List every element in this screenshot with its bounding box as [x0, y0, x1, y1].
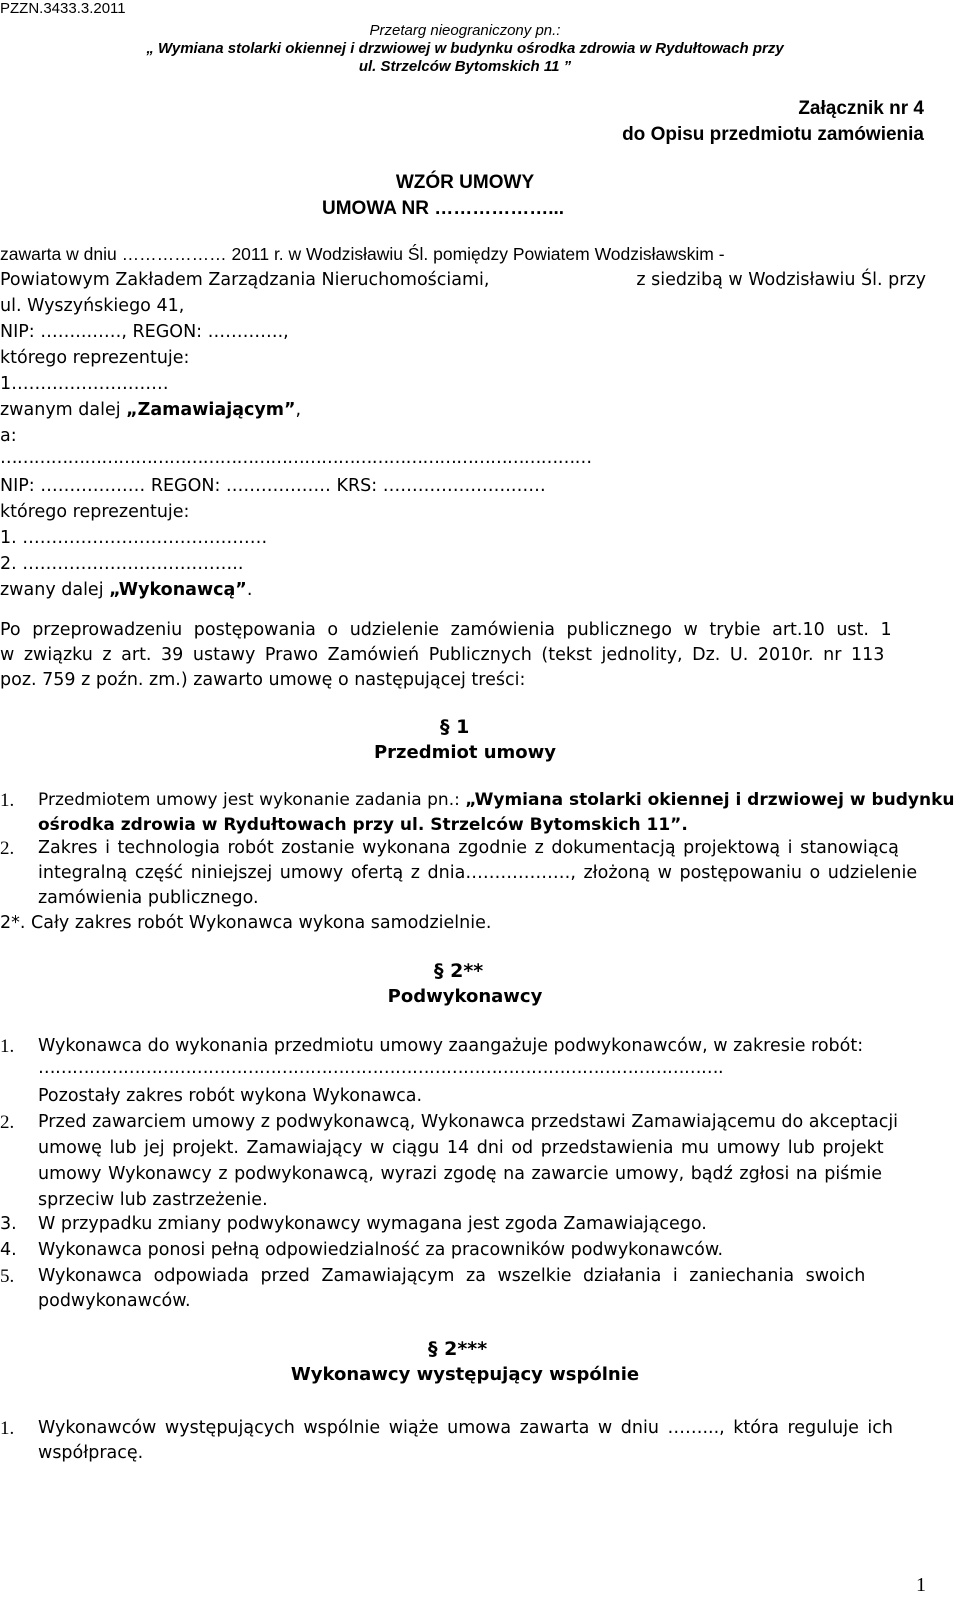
s2-item2-line4: sprzeciw lub zastrzeżenie.	[38, 1190, 268, 1210]
called2-suffix: .	[246, 580, 253, 600]
s2-item5-number: 5.	[0, 1266, 15, 1287]
contractor-blank: ……………………………………………………………………………………………	[0, 448, 592, 468]
s1-item1-text: Przedmiotem umowy jest wykonanie zadania pn.:	[38, 790, 466, 810]
called-zamawiajacy	[0, 400, 301, 420]
s1-item1-title-b: ośrodka zdrowia w Rydułtowach przy ul. Strzelców Bytomskich 11”.	[38, 815, 688, 835]
contract-intro-line2	[0, 270, 926, 290]
wykonawca-name: „Wykonawcą”	[109, 580, 247, 600]
s1-item2-line2: integralną część niniejszej umowy ofertą z dnia………………, złożoną w postępowaniu o udzielenie	[38, 863, 918, 883]
s2-item1-line3: Pozostały zakres robót wykona Wykonawca.	[38, 1086, 423, 1106]
zarzad-name: Powiatowym Zakładem Zarządzania Nieruchomościami,	[0, 270, 490, 290]
contract-number: UMOWA NR ………………...	[322, 198, 565, 219]
s1-item1-number: 1.	[0, 790, 15, 811]
s2-item4-text: Wykonawca ponosi pełną odpowiedzialność za pracowników podwykonawców.	[38, 1240, 724, 1260]
contract-intro-line1: zawarta w dniu ……………… 2011 r. w Wodzisławiu Śl. pomiędzy Powiatem Wodzisławskim -	[0, 244, 725, 264]
section2-title: Podwykonawcy	[387, 986, 543, 1007]
section3-number: § 2***	[428, 1338, 488, 1360]
s2-item5-line2: podwykonawców.	[38, 1291, 191, 1311]
s2-item2-number: 2.	[0, 1112, 15, 1133]
called-prefix: zwanym dalej	[0, 400, 127, 420]
attachment-number: Załącznik nr 4	[798, 98, 924, 119]
s2-item4-number: 4.	[0, 1240, 17, 1260]
tender-type: Przetarg nieograniczony pn.:	[369, 22, 561, 39]
representative-1-1: 1………………………	[0, 374, 169, 394]
section1-title: Przedmiot umowy	[373, 742, 557, 763]
s3-item1-number: 1.	[0, 1418, 15, 1439]
called-wykonawca	[0, 580, 252, 600]
s2-item2-line1: Przed zawarciem umowy z podwykonawcą, Wykonawca przedstawi Zamawiającemu do akceptacji	[38, 1112, 899, 1132]
s2-item3-text: W przypadku zmiany podwykonawcy wymagana jest zgoda Zamawiającego.	[38, 1214, 707, 1234]
called-suffix: ,	[295, 400, 302, 420]
s2-item2-line2: umowę lub jej projekt. Zamawiający w ciągu 14 dni od przedstawienia mu umowy lub projekt	[38, 1138, 884, 1158]
s2-item1-line2: ………………………………………………………………………………………………………….	[38, 1058, 724, 1078]
s1-item1-title-a: „Wymiana stolarki okiennej i drzwiowej w budynku	[465, 790, 955, 810]
s1-item2b: 2*. Cały zakres robót Wykonawca wykona samodzielnie.	[0, 913, 492, 933]
s3-item1-line2: współpracę.	[38, 1443, 144, 1463]
s1-item2-number: 2.	[0, 838, 15, 859]
section3-title: Wykonawcy występujący wspólnie	[290, 1364, 640, 1385]
preamble-line1: Po przeprowadzeniu postępowania o udzielenie zamówienia publicznego w trybie art.10 ust. 1	[0, 620, 892, 640]
represented-by-label-1: którego reprezentuje:	[0, 348, 190, 368]
section1-number: § 1	[440, 716, 470, 738]
contractor-nip-regon-krs: NIP: ……………… REGON: ……………… KRS: ………………….……	[0, 476, 546, 496]
document-title: WZÓR UMOWY	[395, 172, 535, 193]
s2-item2-line3: umowy Wykonawcy z podwykonawcą, wyrazi zgodę na zawarcie umowy, bądź zgłosi na piśmie	[38, 1164, 883, 1184]
page-number: 1	[916, 1574, 926, 1596]
zamawiajacy-name: „Zamawiającym”	[126, 400, 296, 420]
zarzad-address: ul. Wyszyńskiego 41,	[0, 296, 185, 316]
reference-number: PZZN.3433.3.2011	[0, 0, 126, 17]
s3-item1-line1: Wykonawców występujących wspólnie wiąże umowa zawarta w dniu ……..., która reguluje ich	[38, 1418, 893, 1438]
representative-2-2: 2. ………………………………..	[0, 554, 244, 574]
section2-number: § 2**	[434, 960, 484, 982]
zarzad-nip-regon: NIP: ……..……, REGON: ………….,	[0, 322, 289, 342]
representative-2-1: 1. ……………………………………	[0, 528, 268, 548]
s1-item2-line1: Zakres i technologia robót zostanie wykonana zgodnie z dokumentacją projektową i stanowiącą	[38, 838, 899, 858]
and-label: a:	[0, 426, 17, 446]
tender-title-line1: „ Wymiana stolarki okiennej i drzwiowej w budynku ośrodka zdrowia w Rydułtowach przy	[146, 40, 784, 57]
s2-item1-number: 1.	[0, 1036, 15, 1057]
tender-title-line2: ul. Strzelców Bytomskich 11 ”	[358, 58, 572, 75]
s1-item2-line3: zamówienia publicznego.	[38, 888, 259, 908]
called2-prefix: zwany dalej	[0, 580, 110, 600]
s2-item1-line1: Wykonawca do wykonania przedmiotu umowy zaangażuje podwykonawców, w zakresie robót:	[38, 1036, 864, 1056]
s2-item5-line1: Wykonawca odpowiada przed Zamawiającym za wszelkie działania i zaniechania swoich	[38, 1266, 866, 1286]
s1-item1-line1	[38, 790, 954, 810]
zarzad-seat: z siedzibą w Wodzisławiu Śl. przy	[636, 270, 926, 290]
attachment-description: do Opisu przedmiotu zamówienia	[622, 124, 924, 145]
preamble-line3: poz. 759 z poźn. zm.) zawarto umowę o następującej treści:	[0, 670, 526, 690]
represented-by-label-2: którego reprezentuje:	[0, 502, 190, 522]
s2-item3-number: 3.	[0, 1214, 17, 1234]
preamble-line2: w związku z art. 39 ustawy Prawo Zamówień Publicznych (tekst jednolity, Dz. U. 2010r. nr 113	[0, 645, 885, 665]
